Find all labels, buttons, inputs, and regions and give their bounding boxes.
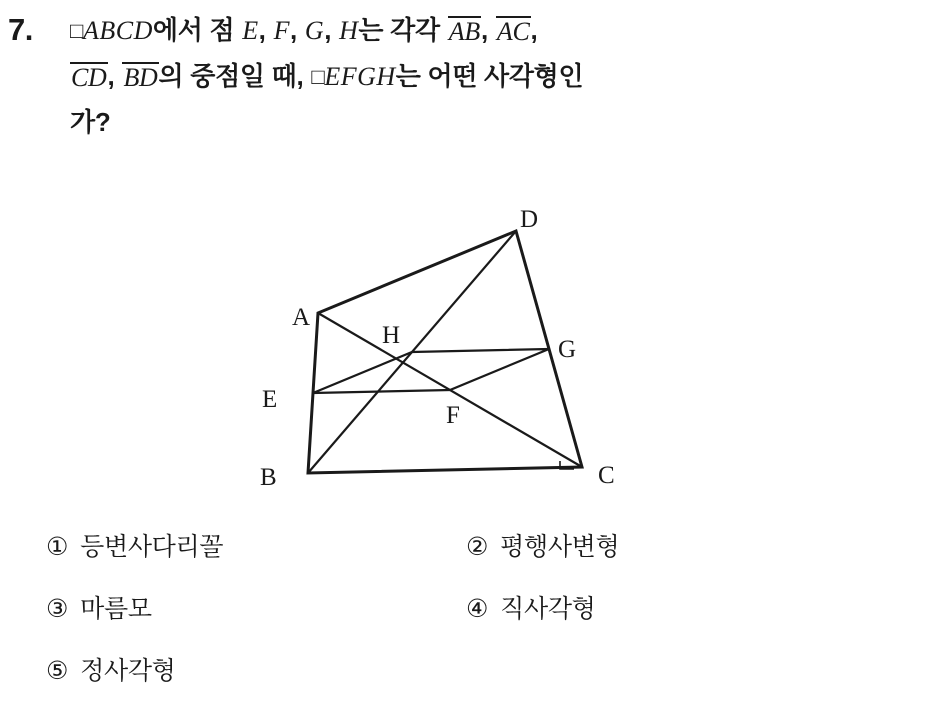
question-line-3: 가? — [70, 107, 111, 137]
question-number: 7. — [8, 12, 33, 47]
figure-label-f: F — [446, 402, 460, 429]
choice-1-label: 등변사다리꼴 — [80, 533, 224, 561]
choice-3-marker: ③ — [46, 594, 69, 623]
choice-1[interactable] — [46, 527, 223, 563]
segment-ab: AB — [448, 17, 480, 46]
label-efgh: EFGH — [324, 62, 396, 91]
geometry-figure — [230, 195, 650, 505]
choice-3[interactable] — [46, 589, 152, 625]
choice-5-marker: ⑤ — [46, 656, 69, 685]
choice-5-label: 정사각형 — [80, 657, 176, 685]
text-midpoint: 의 중점일 때, — [158, 61, 304, 91]
text-tail: 는 어떤 사각형인 — [395, 61, 584, 91]
point-h: H — [339, 16, 359, 45]
point-f: F — [273, 16, 290, 45]
text-eseo-jeom: 에서 점 — [152, 15, 235, 45]
quadrilateral-efgh-outline — [313, 349, 549, 393]
choice-5[interactable] — [46, 651, 176, 687]
choice-1-marker: ① — [46, 532, 69, 561]
segment-bd: BD — [123, 63, 158, 92]
choice-2[interactable] — [466, 527, 619, 563]
figure-label-h: H — [382, 322, 401, 349]
figure-label-e: E — [262, 386, 278, 413]
segment-cd: CD — [71, 63, 107, 92]
comma-4: , — [480, 15, 488, 45]
comma-2: , — [289, 15, 297, 45]
question-line-1 — [70, 8, 920, 54]
text-each: 는 각각 — [358, 15, 440, 45]
figure-label-d: D — [520, 206, 539, 233]
comma-6: , — [107, 61, 115, 91]
comma-5: , — [530, 15, 538, 45]
choice-4-marker: ④ — [466, 594, 489, 623]
question-text — [70, 8, 920, 144]
comma-1: , — [258, 15, 266, 45]
point-e: E — [242, 16, 259, 45]
comma-3: , — [324, 15, 332, 45]
choice-4[interactable] — [466, 589, 596, 625]
choice-4-label: 직사각형 — [500, 595, 596, 623]
point-g: G — [304, 16, 325, 45]
quad-symbol-abcd: □ — [70, 18, 83, 43]
question-line-2 — [70, 54, 920, 100]
label-abcd: ABCD — [83, 16, 153, 45]
figure-label-g: G — [558, 336, 577, 363]
choice-3-label: 마름모 — [80, 595, 152, 623]
figure-label-c: C — [598, 462, 615, 489]
figure-label-a: A — [292, 304, 311, 331]
choice-2-label: 평행사변형 — [500, 533, 620, 561]
segment-ac: AC — [496, 17, 530, 46]
choice-2-marker: ② — [466, 532, 489, 561]
quad-symbol-efgh: □ — [311, 64, 325, 89]
figure-label-b: B — [260, 464, 277, 491]
